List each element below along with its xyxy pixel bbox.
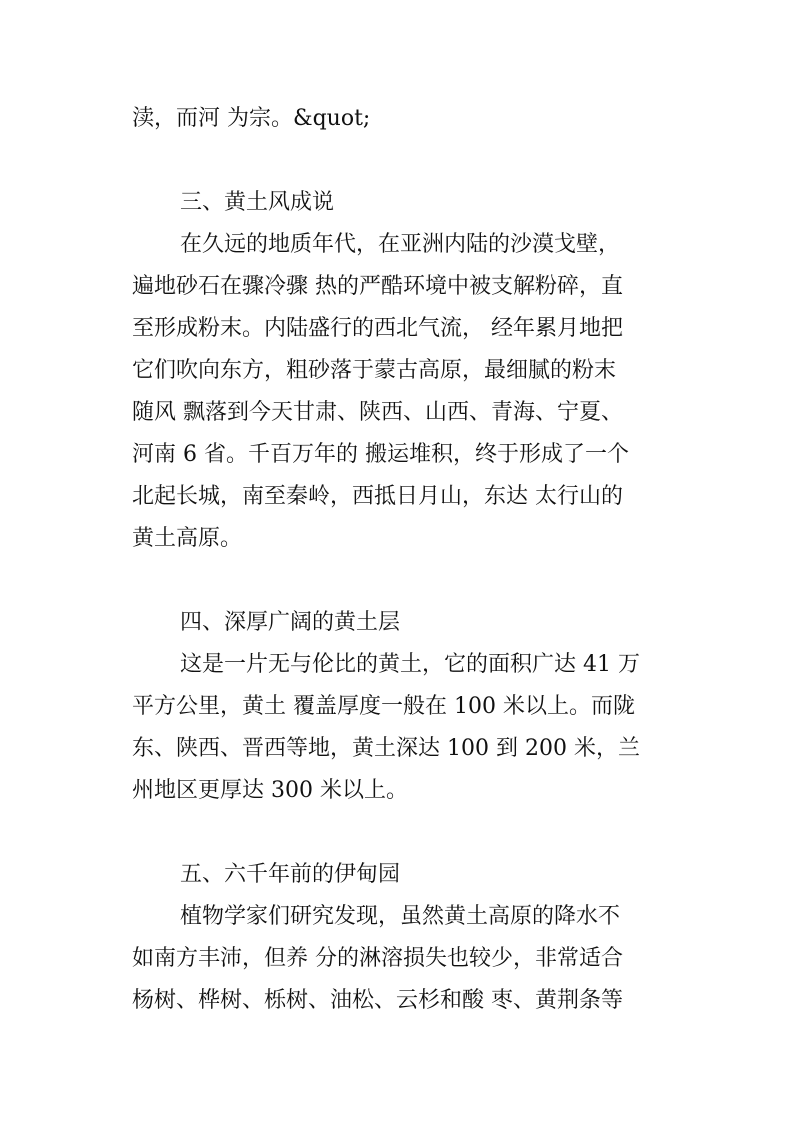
- paragraph-line: 遍地砂石在骤冷骤 热的严酷环境中被支解粉碎，直: [132, 274, 623, 299]
- paragraph-line: 平方公里，黄土 覆盖厚度一般在 100 米以上。而陇: [132, 694, 635, 719]
- paragraph-line: 这是一片无与伦比的黄土，它的面积广达 41 万: [180, 652, 640, 677]
- paragraph-line: 北起长城，南至秦岭，西抵日月山，东达 太行山的: [132, 484, 623, 509]
- blank-line: [132, 560, 662, 602]
- paragraph-line: 如南方丰沛，但养 分的淋溶损失也较少，非常适合: [132, 946, 623, 971]
- paragraph-line: 它们吹向东方，粗砂落于蒙古高原，最细腻的粉末: [132, 358, 617, 383]
- paragraph-line: 州地区更厚达 300 米以上。: [132, 778, 408, 803]
- paragraph-line: 随风 飘落到今天甘肃、陕西、山西、青海、宁夏、: [132, 400, 623, 425]
- section-heading-3: 三、黄土风成说: [180, 190, 335, 215]
- document-page: [132, 98, 662, 1022]
- paragraph-line: 河南 6 省。千百万年的 搬运堆积，终于形成了一个: [132, 442, 629, 467]
- paragraph-line: 东、陕西、晋西等地，黄土深达 100 到 200 米，兰: [132, 736, 640, 761]
- blank-line: [132, 812, 662, 854]
- paragraph-line: 至形成粉末。内陆盛行的西北气流， 经年累月地把: [132, 316, 623, 341]
- paragraph-line: 植物学家们研究发现，虽然黄土高原的降水不: [180, 904, 621, 929]
- paragraph-line: 在久远的地质年代，在亚洲内陆的沙漠戈壁，: [180, 232, 621, 257]
- text-fragment: 渎，而河 为宗。&quot;: [132, 106, 371, 131]
- blank-line: [132, 140, 662, 182]
- paragraph-line: 杨树、桦树、栎树、油松、云杉和酸 枣、黄荆条等: [132, 988, 623, 1013]
- paragraph-line: 黄土高原。: [132, 526, 243, 551]
- section-heading-5: 五、六千年前的伊甸园: [180, 862, 401, 887]
- section-heading-4: 四、深厚广阔的黄土层: [180, 610, 401, 635]
